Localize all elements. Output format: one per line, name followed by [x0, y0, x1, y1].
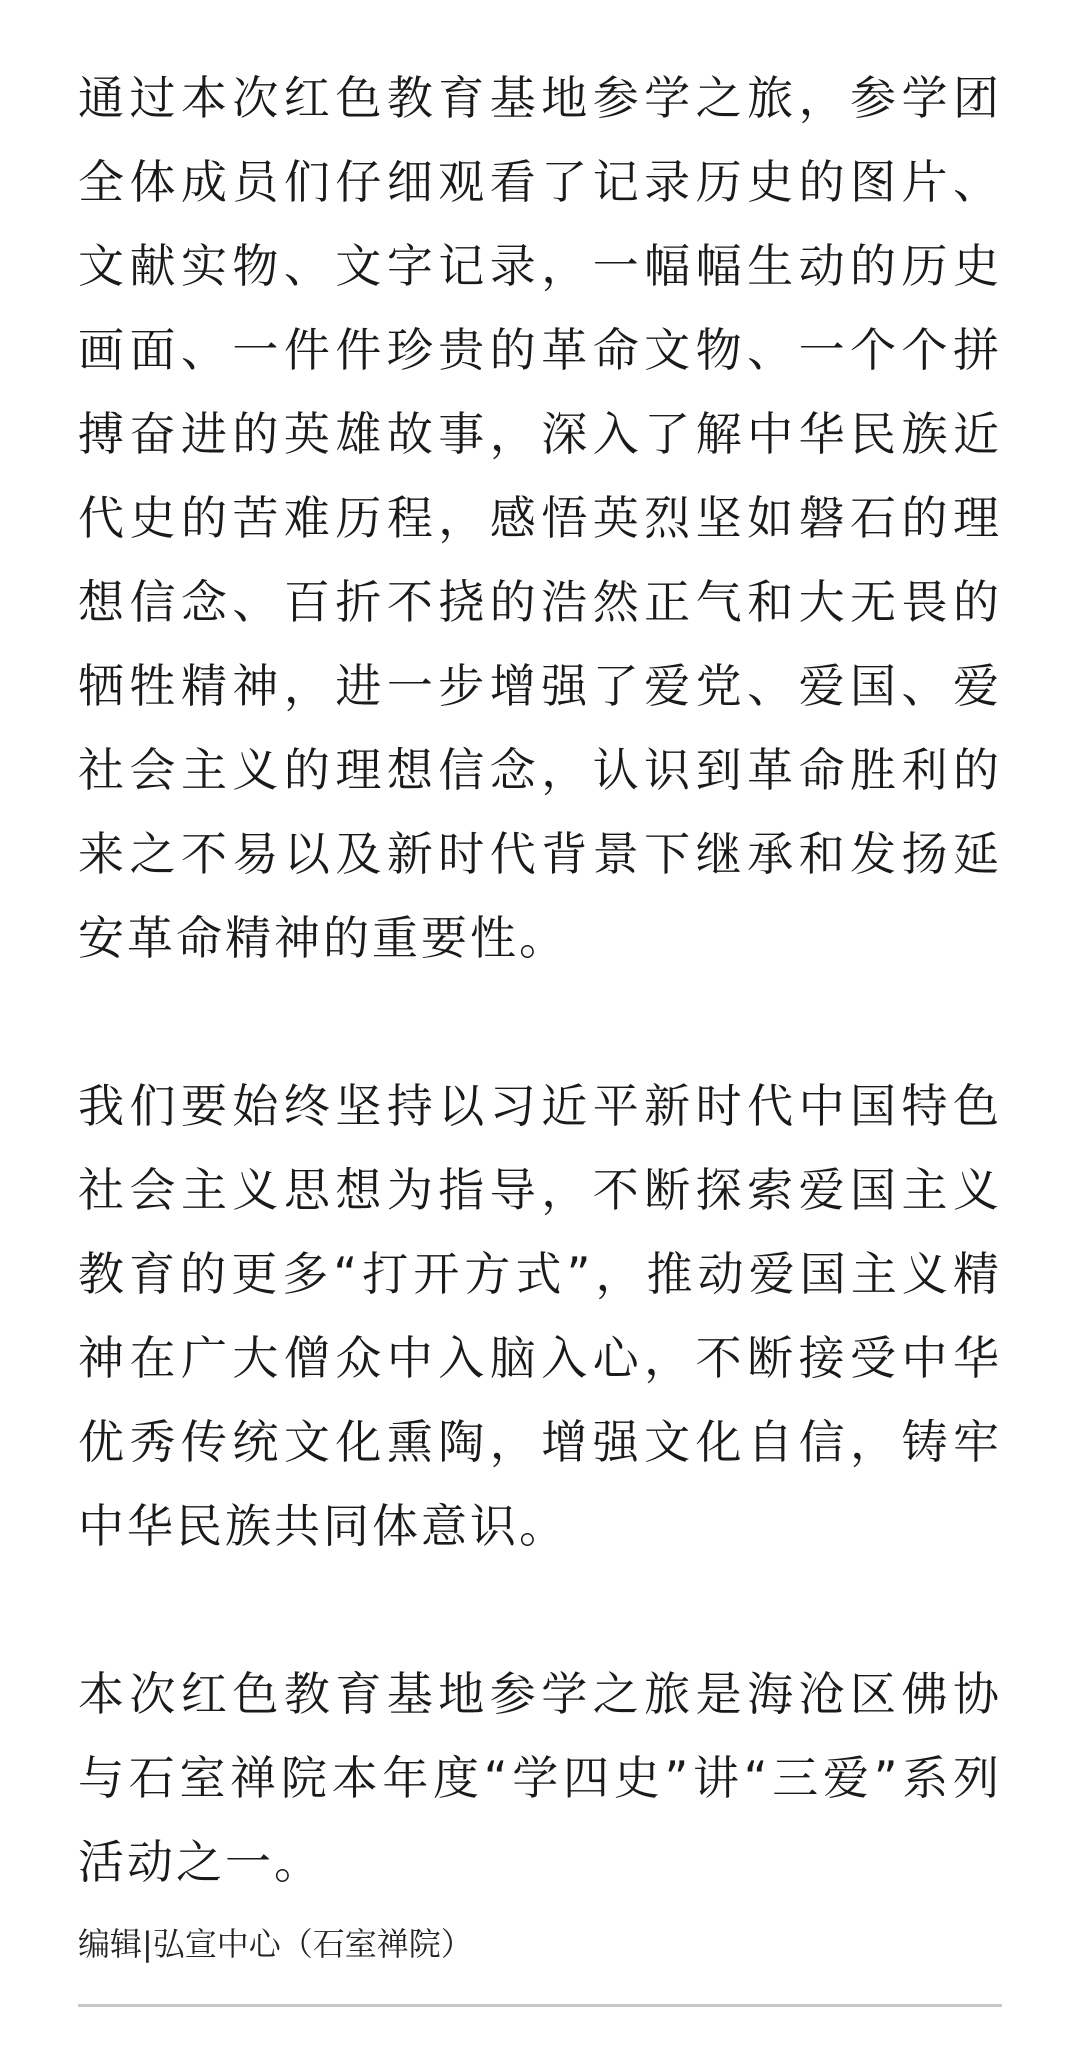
- paragraph-patriotic-education: 我们要始终坚持以习近平新时代中国特色社会主义思想为指导，不断探索爱国主义教育的更多“打开方式”，推动爱国主义精神在广大僧众中入脑入心，不断接受中华优秀传统文化熏陶，增强文化自信，铸牢中华民族共同体意识。: [78, 1079, 1002, 1553]
- paragraph-study-tour-reflection: 通过本次红色教育基地参学之旅，参学团全体成员们仔细观看了记录历史的图片、文献实物、文字记录，一幅幅生动的历史画面、一件件珍贵的革命文物、一个个拼搏奋进的英雄故事，深入了解中华民族近代史的苦难历程，感悟英烈坚如磐石的理想信念、百折不挠的浩然正气和大无畏的牺牲精神，进一步增强了爱党、爱国、爱社会主义的理想信念，认识到革命胜利的来之不易以及新时代背景下继承和发扬延安革命精神的重要性。: [78, 71, 1002, 965]
- bottom-divider: [78, 2004, 1002, 2007]
- article-body: [78, 56, 1002, 1904]
- editor-credit: 编辑|弘宣中心（石室禅院）: [78, 1925, 473, 1963]
- paragraph-activity-series: 本次红色教育基地参学之旅是海沧区佛协与石室禅院本年度“学四史”讲“三爱”系列活动之一。: [78, 1667, 1002, 1889]
